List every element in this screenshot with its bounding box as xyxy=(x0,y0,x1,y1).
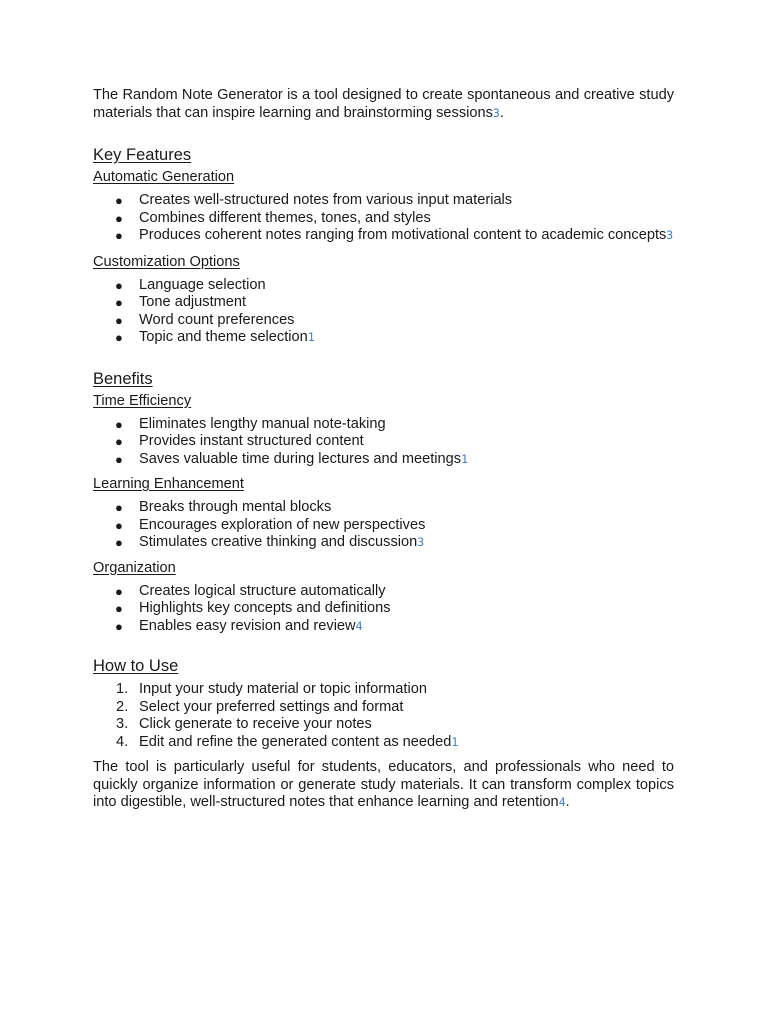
list-item: ● Creates well-structured notes from various input materials xyxy=(115,192,513,208)
document-body xyxy=(93,87,674,812)
list-item: ● Breaks through mental blocks xyxy=(115,499,332,515)
bullet-icon: ● xyxy=(115,210,123,226)
citation-marker[interactable]: 3 xyxy=(417,535,425,549)
bullet-icon: ● xyxy=(115,601,123,616)
list-item: ● Language selection xyxy=(115,276,266,293)
citation-marker[interactable]: 1 xyxy=(451,734,459,749)
bullet-list-organization xyxy=(93,583,674,636)
numbered-list-how-to-use xyxy=(93,681,674,751)
bullet-icon: ● xyxy=(115,295,123,310)
section-heading-how-to-use: How to Use xyxy=(93,657,179,675)
citation-marker[interactable]: 4 xyxy=(558,795,566,809)
list-item: ● Tone adjustment xyxy=(115,294,247,310)
bullet-icon: ● xyxy=(115,330,123,345)
section-heading-key-features: Key Features xyxy=(93,146,192,164)
list-item: ● Enables easy revision and review4 xyxy=(115,617,363,634)
bullet-list-time-efficiency xyxy=(93,416,674,469)
subheading-time-efficiency: Time Efficiency xyxy=(93,392,192,409)
citation-marker[interactable]: 3 xyxy=(492,105,500,120)
list-item: ● Stimulates creative thinking and discussion3 xyxy=(115,534,425,550)
list-item: ● Creates logical structure automatically xyxy=(115,582,386,599)
bullet-icon: ● xyxy=(115,416,123,432)
bullet-list-automatic-generation xyxy=(93,192,674,245)
bullet-icon: ● xyxy=(115,517,123,533)
closing-paragraph: The tool is particularly useful for students, educators, and professionals who need to quickly organize information or generate study materials. It can transform complex topics into digestible, well-structured notes that enhance learning and retention4. xyxy=(93,759,674,810)
list-item: 4. Edit and refine the generated content as needed1 xyxy=(116,733,459,750)
bullet-icon: ● xyxy=(115,618,123,634)
list-item: ● Encourages exploration of new perspectives xyxy=(115,516,426,533)
list-item: ● Word count preferences xyxy=(115,311,295,328)
list-item: ● Saves valuable time during lectures and meetings1 xyxy=(115,450,468,467)
citation-marker[interactable]: 1 xyxy=(461,451,468,466)
bullet-icon: ● xyxy=(115,312,123,328)
bullet-list-learning-enhancement xyxy=(93,499,674,552)
intro-paragraph: The Random Note Generator is a tool designed to create spontaneous and creative study materials that can inspire learning and brainstorming sessions3. xyxy=(93,87,674,121)
list-item: 1. Input your study material or topic information xyxy=(116,681,427,697)
bullet-icon: ● xyxy=(115,500,123,515)
list-item: 3. Click generate to receive your notes xyxy=(116,716,372,732)
bullet-icon: ● xyxy=(115,535,123,550)
bullet-icon: ● xyxy=(115,193,123,208)
bullet-icon: ● xyxy=(115,583,123,599)
bullet-icon: ● xyxy=(115,434,123,449)
list-item: ● Eliminates lengthy manual note-taking xyxy=(115,415,386,432)
bullet-icon: ● xyxy=(115,451,123,467)
subheading-customization-options: Customization Options xyxy=(93,253,240,270)
bullet-icon: ● xyxy=(115,277,123,293)
subheading-automatic-generation: Automatic Generation xyxy=(93,169,235,185)
citation-marker[interactable]: 1 xyxy=(307,330,315,344)
subheading-organization: Organization xyxy=(93,559,176,576)
list-item: ● Combines different themes, tones, and styles xyxy=(115,209,431,226)
list-item: ● Produces coherent notes ranging from motivational content to academic concepts3 xyxy=(115,227,674,243)
citation-marker[interactable]: 4 xyxy=(355,618,363,633)
bullet-icon: ● xyxy=(115,228,123,243)
bullet-list-customization-options xyxy=(93,277,674,347)
citation-marker[interactable]: 3 xyxy=(666,228,674,242)
list-item: ● Highlights key concepts and definitions xyxy=(115,600,391,616)
list-item: 2. Select your preferred settings and format xyxy=(116,698,404,715)
section-heading-benefits: Benefits xyxy=(93,369,153,388)
list-item: ● Topic and theme selection1 xyxy=(115,329,315,345)
subheading-learning-enhancement: Learning Enhancement xyxy=(93,476,244,492)
list-item: ● Provides instant structured content xyxy=(115,433,364,449)
